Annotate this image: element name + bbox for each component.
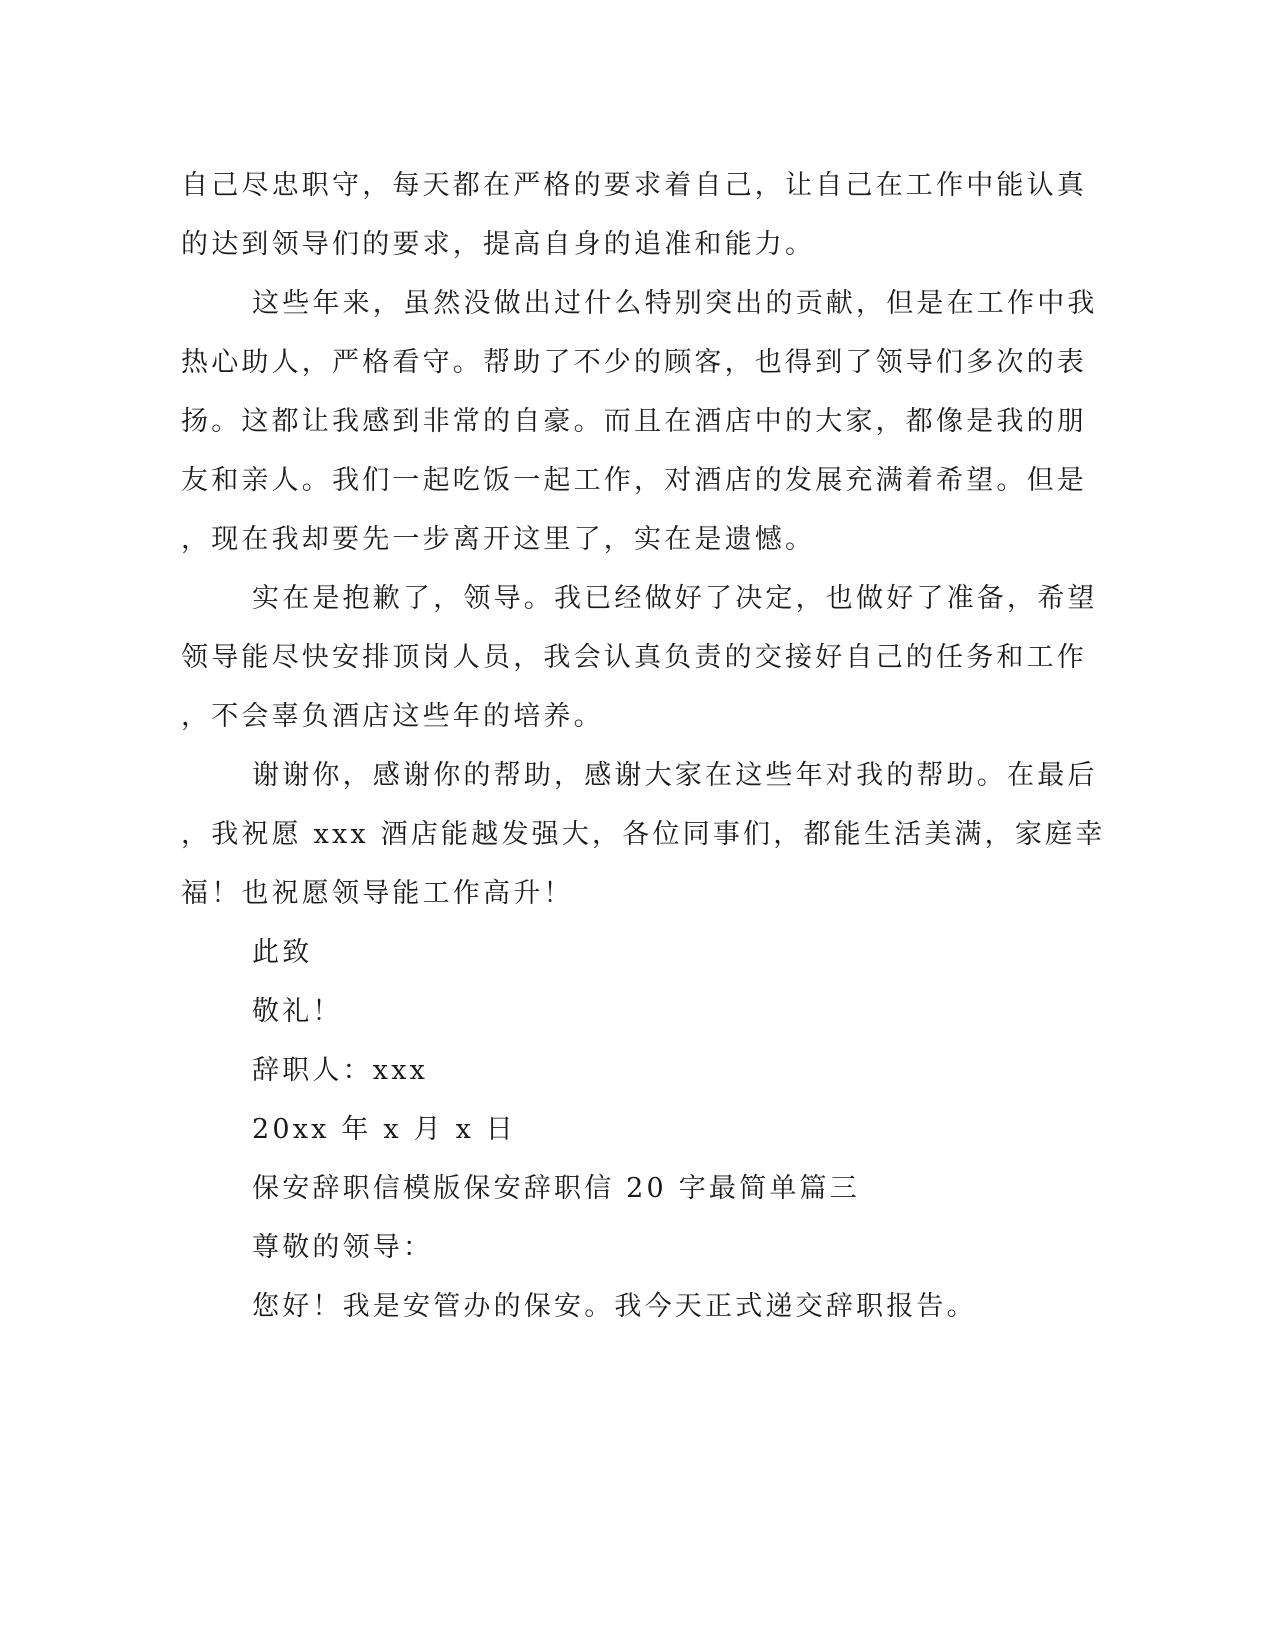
text-line: ，我祝愿 xxx 酒店能越发强大，各位同事们，都能生活美满，家庭幸 <box>181 819 1106 850</box>
text-line: 友和亲人。我们一起吃饭一起工作，对酒店的发展充满着希望。但是 <box>181 465 1087 496</box>
text-line: 热心助人，严格看守。帮助了不少的顾客，也得到了领导们多次的表 <box>181 347 1087 378</box>
date-line: 20xx 年 x 月 x 日 <box>252 1114 516 1145</box>
greeting-line: 尊敬的领导： <box>252 1232 434 1263</box>
paragraph-start-line: 谢谢你，感谢你的帮助，感谢大家在这些年对我的帮助。在最后 <box>252 760 1098 791</box>
text-line: 您好！我是安管办的保安。我今天正式递交辞职报告。 <box>252 1291 977 1322</box>
text-line: 领导能尽快安排顶岗人员，我会认真负责的交接好自己的任务和工作 <box>181 642 1087 673</box>
section-heading: 保安辞职信模版保安辞职信 20 字最简单篇三 <box>252 1173 860 1204</box>
text-line: 自己尽忠职守，每天都在严格的要求着自己，让自己在工作中能认真 <box>181 170 1087 201</box>
text-line: 福！也祝愿领导能工作高升！ <box>181 878 574 909</box>
text-line: ，现在我却要先一步离开这里了，实在是遗憾。 <box>181 524 816 555</box>
paragraph-start-line: 这些年来，虽然没做出过什么特别突出的贡献，但是在工作中我 <box>252 288 1098 319</box>
closing-salutation: 此致 <box>252 937 313 968</box>
text-line: 扬。这都让我感到非常的自豪。而且在酒店中的大家，都像是我的朋 <box>181 406 1087 437</box>
text-line: 的达到领导们的要求，提高自身的追准和能力。 <box>181 229 816 260</box>
signature-line: 辞职人：xxx <box>252 1055 429 1086</box>
closing-regards: 敬礼！ <box>252 996 343 1027</box>
text-line: ，不会辜负酒店这些年的培养。 <box>181 701 604 732</box>
paragraph-start-line: 实在是抱歉了，领导。我已经做好了决定，也做好了准备，希望 <box>252 583 1098 614</box>
letter-body <box>181 156 1106 1336</box>
